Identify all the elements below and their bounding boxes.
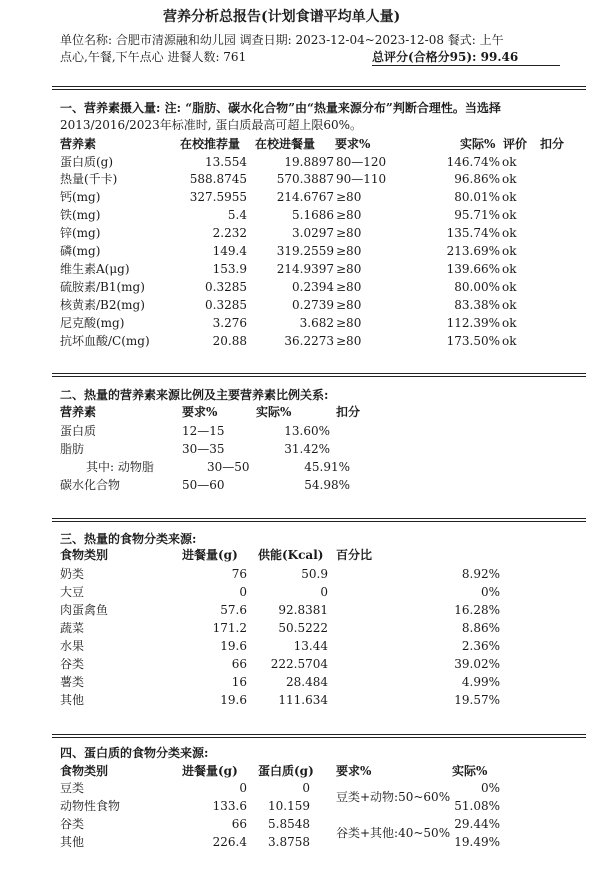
evaluation: ok [502, 280, 517, 294]
s3-col-percent: 百分比 [336, 548, 373, 562]
food-energy: 111.634 [278, 693, 328, 707]
requirement-value: ≥80 [336, 190, 362, 204]
food-energy: 0 [320, 585, 328, 599]
intake-value: 0.2394 [292, 280, 334, 294]
nutrient-name: 硫胺素/B1(mg) [60, 280, 145, 294]
requirement-value: 90—110 [336, 172, 387, 186]
actual-pct: 95.71% [454, 208, 500, 222]
evaluation: ok [502, 334, 517, 348]
protein-grams: 133.6 [212, 799, 247, 813]
requirement-value: ≥80 [336, 244, 362, 258]
actual-pct: 80.00% [454, 280, 500, 294]
food-category: 肉蛋禽鱼 [60, 603, 109, 617]
food-percent: 16.28% [454, 603, 500, 617]
nutrient-name: 钙(mg) [60, 190, 101, 204]
food-grams: 57.6 [220, 603, 247, 617]
actual-pct: 173.50% [446, 334, 500, 348]
requirement-value: ≥80 [336, 226, 362, 240]
col-deduction: 扣分 [540, 137, 565, 151]
divider-4 [52, 734, 586, 735]
food-grams: 66 [231, 657, 247, 671]
s4-col-requirement: 要求% [336, 764, 372, 778]
requirement-value: ≥80 [336, 208, 362, 222]
ratio-actual: 31.42% [284, 442, 330, 456]
divider-2 [52, 373, 586, 374]
intake-value: 3.0297 [292, 226, 334, 240]
food-percent: 8.86% [461, 621, 500, 635]
food-category: 水果 [60, 639, 85, 653]
col-nutrient: 营养素 [60, 137, 97, 151]
food-category: 奶类 [60, 567, 85, 581]
evaluation: ok [502, 316, 517, 330]
evaluation: ok [502, 244, 517, 258]
protein-percent: 19.49% [454, 835, 500, 849]
food-energy: 50.9 [301, 567, 328, 581]
s2-col-nutrient: 营养素 [60, 405, 97, 419]
food-energy: 13.44 [293, 639, 328, 653]
intake-value: 0.2739 [292, 298, 334, 312]
food-category: 大豆 [60, 585, 85, 599]
food-category: 其他 [60, 693, 85, 707]
s4-col-protein: 蛋白质(g) [258, 764, 314, 778]
unit-line: 单位名称: 合肥市清源融和幼儿园 调查日期: 2023-12-04~2023-12-08 餐式: 上午 [60, 33, 504, 47]
divider-2b [52, 376, 586, 377]
intake-value: 36.2273 [284, 334, 334, 348]
recommended-value: 2.232 [212, 226, 247, 240]
section1-heading: 一、营养素摄入量: 注: “脂肪、碳水化合物”由“热量来源分布”判断合理性。当选择 [60, 101, 501, 115]
section3-heading: 三、热量的食物分类来源: [60, 532, 197, 546]
s3-col-category: 食物类别 [60, 548, 109, 562]
evaluation: ok [502, 208, 517, 222]
intake-value: 570.3887 [276, 172, 334, 186]
food-percent: 0% [480, 585, 500, 599]
recommended-value: 149.4 [212, 244, 247, 258]
protein-value: 10.159 [268, 799, 310, 813]
actual-pct: 112.39% [446, 316, 500, 330]
col-evaluation: 评价 [503, 137, 528, 151]
requirement-group-2: 谷类+其他:40~50% [336, 826, 451, 840]
col-requirement: 要求% [335, 137, 371, 151]
food-percent: 2.36% [461, 639, 500, 653]
intake-value: 5.1686 [292, 208, 334, 222]
s2-col-requirement: 要求% [182, 405, 218, 419]
ratio-requirement: 30—50 [207, 460, 250, 474]
evaluation: ok [502, 190, 517, 204]
ratio-name: 蛋白质 [60, 424, 97, 438]
divider-3 [52, 518, 586, 519]
food-grams: 76 [231, 567, 247, 581]
ratio-name: 其中: 动物脂 [86, 460, 154, 474]
intake-value: 19.8897 [284, 155, 334, 169]
intake-value: 214.6767 [276, 190, 334, 204]
intake-value: 3.682 [299, 316, 334, 330]
s4-col-grams: 进餐量(g) [182, 764, 238, 778]
nutrient-name: 尼克酸(mg) [60, 316, 125, 330]
food-percent: 39.02% [454, 657, 500, 671]
food-percent: 8.92% [461, 567, 500, 581]
ratio-actual: 54.98% [304, 478, 350, 492]
protein-category: 动物性食物 [60, 799, 121, 813]
nutrient-name: 热量(千卡) [60, 172, 118, 186]
actual-pct: 135.74% [446, 226, 500, 240]
actual-pct: 146.74% [446, 155, 500, 169]
meal-line: 点心,午餐,下午点心 进餐人数: 761 [60, 50, 247, 64]
evaluation: ok [502, 226, 517, 240]
food-grams: 19.6 [220, 693, 247, 707]
recommended-value: 3.276 [212, 316, 247, 330]
nutrient-name: 锌(mg) [60, 226, 101, 240]
recommended-value: 0.3285 [205, 298, 247, 312]
actual-pct: 96.86% [454, 172, 500, 186]
food-percent: 4.99% [461, 675, 500, 689]
protein-value: 0 [302, 781, 310, 795]
protein-grams: 226.4 [212, 835, 247, 849]
protein-category: 谷类 [60, 817, 85, 831]
ratio-actual: 45.91% [304, 460, 350, 474]
score-underline [372, 65, 560, 66]
food-grams: 16 [231, 675, 247, 689]
protein-category: 其他 [60, 835, 85, 849]
nutrient-name: 磷(mg) [60, 244, 101, 258]
divider-3b [52, 521, 586, 522]
section2-heading: 二、热量的营养素来源比例及主要营养素比例关系: [60, 388, 329, 402]
protein-value: 3.8758 [268, 835, 310, 849]
food-energy: 28.484 [286, 675, 328, 689]
recommended-value: 13.554 [205, 155, 247, 169]
recommended-value: 153.9 [212, 262, 247, 276]
ratio-name: 脂肪 [60, 442, 85, 456]
actual-pct: 213.69% [446, 244, 500, 258]
actual-pct: 139.66% [446, 262, 500, 276]
food-energy: 222.5704 [270, 657, 328, 671]
evaluation: ok [502, 262, 517, 276]
requirement-value: ≥80 [336, 316, 362, 330]
food-energy: 50.5222 [278, 621, 328, 635]
recommended-value: 20.88 [212, 334, 247, 348]
section1-note: 2013/2016/2023年标准时, 蛋白质最高可超上限60%。 [60, 118, 363, 132]
food-category: 谷类 [60, 657, 85, 671]
section4-heading: 四、蛋白质的食物分类来源: [60, 746, 209, 760]
requirement-value: ≥80 [336, 298, 362, 312]
ratio-requirement: 30—35 [182, 442, 225, 456]
food-grams: 171.2 [212, 621, 247, 635]
nutrient-name: 核黄素/B2(mg) [60, 298, 145, 312]
requirement-group-1: 豆类+动物:50~60% [336, 790, 451, 804]
recommended-value: 327.5955 [189, 190, 247, 204]
food-percent: 19.57% [454, 693, 500, 707]
s4-col-actual: 实际% [452, 764, 488, 778]
protein-percent: 29.44% [454, 817, 500, 831]
protein-grams: 66 [231, 817, 247, 831]
recommended-value: 0.3285 [205, 280, 247, 294]
evaluation: ok [502, 155, 517, 169]
actual-pct: 80.01% [454, 190, 500, 204]
protein-percent: 0% [480, 781, 500, 795]
recommended-value: 5.4 [227, 208, 247, 222]
s4-col-category: 食物类别 [60, 764, 109, 778]
nutrient-name: 蛋白质(g) [60, 155, 114, 169]
divider-1b [52, 89, 586, 90]
food-grams: 0 [239, 585, 247, 599]
protein-grams: 0 [239, 781, 247, 795]
s2-col-deduction: 扣分 [336, 405, 361, 419]
food-category: 薯类 [60, 675, 85, 689]
nutrient-name: 抗坏血酸/C(mg) [60, 334, 150, 348]
food-category: 蔬菜 [60, 621, 85, 635]
protein-category: 豆类 [60, 781, 85, 795]
divider-4b [52, 737, 586, 738]
nutrient-name: 铁(mg) [60, 208, 101, 222]
evaluation: ok [502, 298, 517, 312]
s2-col-actual: 实际% [256, 405, 292, 419]
food-energy: 92.8381 [278, 603, 328, 617]
ratio-requirement: 12—15 [182, 424, 225, 438]
protein-percent: 51.08% [454, 799, 500, 813]
intake-value: 214.9397 [276, 262, 334, 276]
ratio-actual: 13.60% [284, 424, 330, 438]
ratio-requirement: 50—60 [182, 478, 225, 492]
requirement-value: ≥80 [336, 334, 362, 348]
requirement-value: ≥80 [336, 262, 362, 276]
food-grams: 19.6 [220, 639, 247, 653]
divider-1 [52, 86, 586, 87]
col-actual: 实际% [460, 137, 496, 151]
col-recommended: 在校推荐量 [180, 137, 241, 151]
ratio-name: 碳水化合物 [60, 478, 121, 492]
s3-col-energy: 供能(Kcal) [258, 548, 324, 562]
s3-col-grams: 进餐量(g) [182, 548, 238, 562]
requirement-value: 80—120 [336, 155, 387, 169]
report-title: 营养分析总报告(计划食谱平均单人量) [163, 9, 401, 25]
protein-value: 5.8548 [268, 817, 310, 831]
recommended-value: 588.8745 [189, 172, 247, 186]
col-intake: 在校进餐量 [255, 137, 316, 151]
nutrient-name: 维生素A(μg) [60, 262, 130, 276]
requirement-value: ≥80 [336, 280, 362, 294]
intake-value: 319.2559 [276, 244, 334, 258]
actual-pct: 83.38% [454, 298, 500, 312]
total-score: 总评分(合格分95): 99.46 [372, 50, 519, 64]
evaluation: ok [502, 172, 517, 186]
